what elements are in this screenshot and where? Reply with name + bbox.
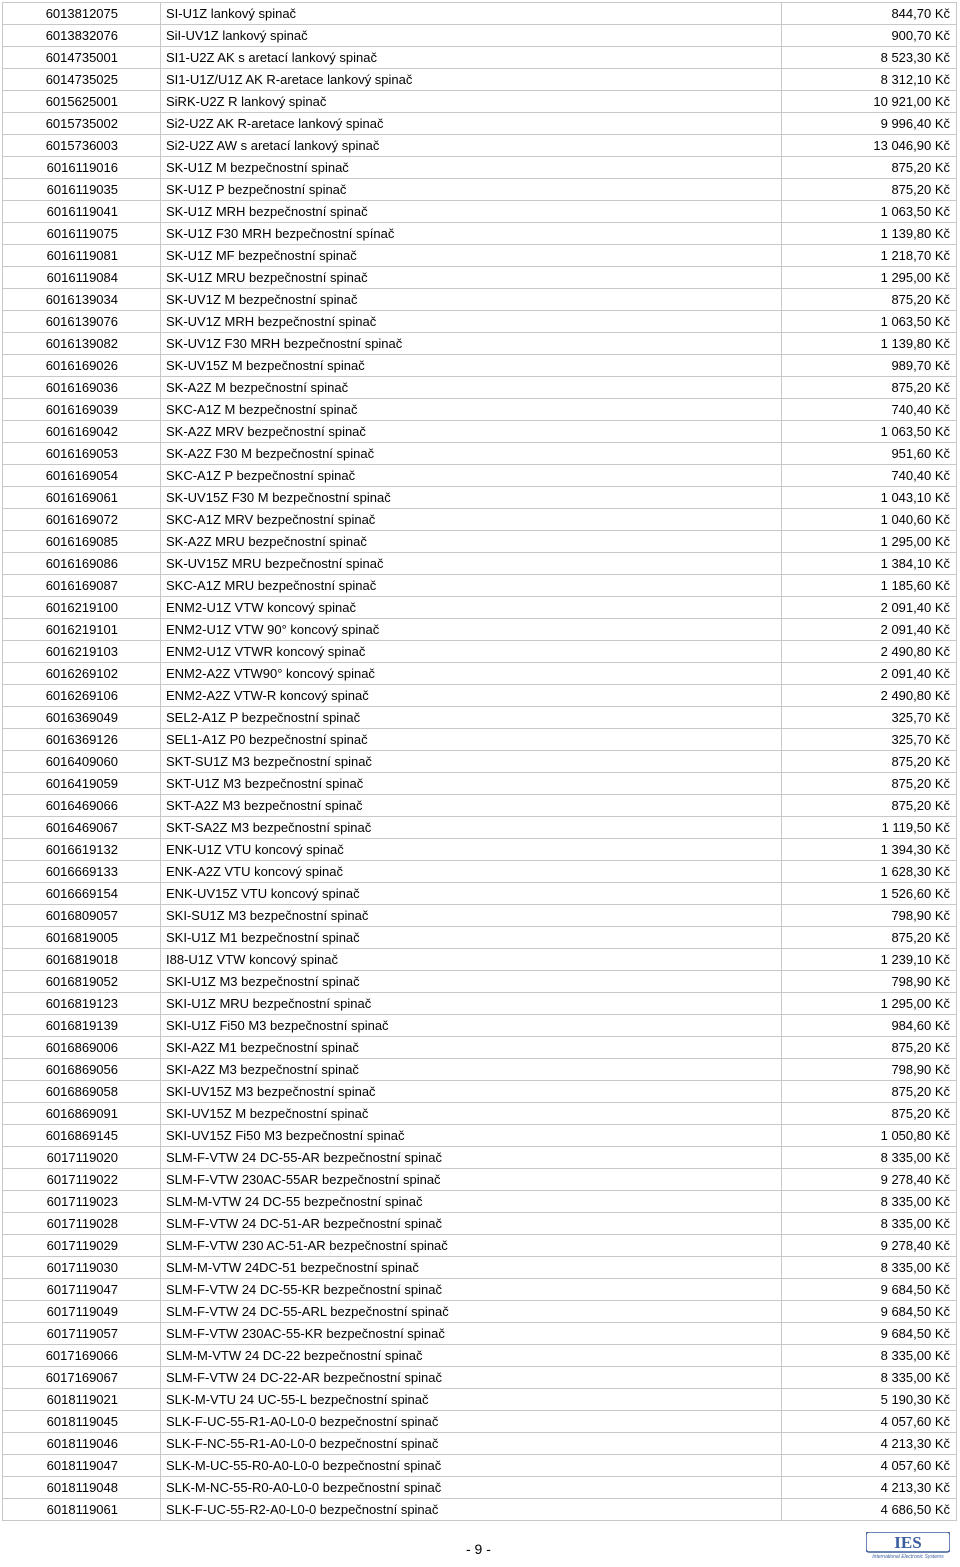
ies-logo-subtext: International Electronic Systems: [872, 1554, 944, 1560]
product-code-cell: 6017119022: [3, 1169, 161, 1191]
product-name-cell: ENK-U1Z VTU koncový spinač: [161, 839, 782, 861]
price-cell: 1 050,80 Kč: [782, 1125, 957, 1147]
product-name-cell: ENM2-A2Z VTW90° koncový spinač: [161, 663, 782, 685]
table-row: [3, 135, 957, 157]
product-name-cell: SKT-SU1Z M3 bezpečnostní spinač: [161, 751, 782, 773]
price-cell: 989,70 Kč: [782, 355, 957, 377]
product-name-cell: SiI-UV1Z lankový spinač: [161, 25, 782, 47]
product-name-cell: ENK-UV15Z VTU koncový spinač: [161, 883, 782, 905]
product-code-cell: 6016369126: [3, 729, 161, 751]
product-code-cell: 6017169067: [3, 1367, 161, 1389]
product-name-cell: SKI-UV15Z M bezpečnostní spinač: [161, 1103, 782, 1125]
product-name-cell: SLM-F-VTW 24 DC-55-AR bezpečnostní spinač: [161, 1147, 782, 1169]
price-table: [2, 2, 957, 1521]
price-cell: 4 057,60 Kč: [782, 1455, 957, 1477]
product-code-cell: 6016119075: [3, 223, 161, 245]
product-code-cell: 6016169072: [3, 509, 161, 531]
price-cell: 1 185,60 Kč: [782, 575, 957, 597]
product-name-cell: SK-U1Z MRU bezpečnostní spinač: [161, 267, 782, 289]
product-name-cell: SK-A2Z MRU bezpečnostní spinač: [161, 531, 782, 553]
table-row: [3, 1345, 957, 1367]
product-code-cell: 6017119047: [3, 1279, 161, 1301]
product-code-cell: 6016469067: [3, 817, 161, 839]
product-code-cell: 6018119047: [3, 1455, 161, 1477]
price-cell: 9 996,40 Kč: [782, 113, 957, 135]
product-code-cell: 6018119021: [3, 1389, 161, 1411]
price-cell: 875,20 Kč: [782, 773, 957, 795]
price-cell: 1 119,50 Kč: [782, 817, 957, 839]
table-row: [3, 883, 957, 905]
table-row: [3, 641, 957, 663]
table-row: [3, 597, 957, 619]
table-row: [3, 817, 957, 839]
table-row: [3, 1059, 957, 1081]
price-cell: 1 295,00 Kč: [782, 531, 957, 553]
table-row: [3, 1279, 957, 1301]
product-name-cell: SLK-M-UC-55-R0-A0-L0-0 bezpečnostní spinač: [161, 1455, 782, 1477]
table-row: [3, 1411, 957, 1433]
product-code-cell: 6015736003: [3, 135, 161, 157]
table-row: [3, 289, 957, 311]
product-name-cell: SKC-A1Z P bezpečnostní spinač: [161, 465, 782, 487]
price-cell: 740,40 Kč: [782, 465, 957, 487]
product-code-cell: 6016169042: [3, 421, 161, 443]
table-row: [3, 25, 957, 47]
product-code-cell: 6015625001: [3, 91, 161, 113]
product-code-cell: 6016119016: [3, 157, 161, 179]
product-name-cell: I88-U1Z VTW koncový spinač: [161, 949, 782, 971]
product-name-cell: SI1-U2Z AK s aretací lankový spinač: [161, 47, 782, 69]
table-row: [3, 333, 957, 355]
price-cell: 2 091,40 Kč: [782, 619, 957, 641]
price-cell: 1 040,60 Kč: [782, 509, 957, 531]
price-cell: 1 139,80 Kč: [782, 333, 957, 355]
price-cell: 8 335,00 Kč: [782, 1191, 957, 1213]
table-row: [3, 993, 957, 1015]
price-cell: 900,70 Kč: [782, 25, 957, 47]
price-cell: 875,20 Kč: [782, 377, 957, 399]
product-name-cell: ENM2-U1Z VTW 90° koncový spinač: [161, 619, 782, 641]
product-code-cell: 6016819052: [3, 971, 161, 993]
product-name-cell: SEL2-A1Z P bezpečnostní spinač: [161, 707, 782, 729]
price-cell: 325,70 Kč: [782, 729, 957, 751]
table-row: [3, 1257, 957, 1279]
product-code-cell: 6016169036: [3, 377, 161, 399]
product-name-cell: SLM-F-VTW 230AC-55AR bezpečnostní spinač: [161, 1169, 782, 1191]
product-name-cell: SK-U1Z M bezpečnostní spinač: [161, 157, 782, 179]
table-row: [3, 3, 957, 25]
product-code-cell: 6016169026: [3, 355, 161, 377]
product-code-cell: 6013832076: [3, 25, 161, 47]
product-name-cell: SLM-F-VTW 24 DC-55-KR bezpečnostní spinač: [161, 1279, 782, 1301]
table-row: [3, 1147, 957, 1169]
product-code-cell: 6016869058: [3, 1081, 161, 1103]
table-row: [3, 839, 957, 861]
product-code-cell: 6018119048: [3, 1477, 161, 1499]
product-name-cell: SLK-F-NC-55-R1-A0-L0-0 bezpečnostní spinač: [161, 1433, 782, 1455]
table-row: [3, 971, 957, 993]
table-row: [3, 487, 957, 509]
product-name-cell: ENM2-U1Z VTW koncový spinač: [161, 597, 782, 619]
product-code-cell: 6016269102: [3, 663, 161, 685]
table-row: [3, 1037, 957, 1059]
price-cell: 5 190,30 Kč: [782, 1389, 957, 1411]
product-name-cell: SKC-A1Z MRV bezpečnostní spinač: [161, 509, 782, 531]
product-code-cell: 6018119061: [3, 1499, 161, 1521]
price-cell: 1 394,30 Kč: [782, 839, 957, 861]
product-name-cell: SK-A2Z F30 M bezpečnostní spinač: [161, 443, 782, 465]
product-name-cell: SKT-A2Z M3 bezpečnostní spinač: [161, 795, 782, 817]
table-row: [3, 113, 957, 135]
product-name-cell: SLM-F-VTW 230 AC-51-AR bezpečnostní spinač: [161, 1235, 782, 1257]
table-row: [3, 685, 957, 707]
page-number: - 9 -: [466, 1541, 491, 1557]
table-row: [3, 795, 957, 817]
product-name-cell: SKI-SU1Z M3 bezpečnostní spinač: [161, 905, 782, 927]
product-code-cell: 6014735025: [3, 69, 161, 91]
price-cell: 1 295,00 Kč: [782, 267, 957, 289]
product-code-cell: 6016139034: [3, 289, 161, 311]
price-cell: 4 213,30 Kč: [782, 1433, 957, 1455]
product-name-cell: SLM-M-VTW 24 DC-22 bezpečnostní spinač: [161, 1345, 782, 1367]
table-row: [3, 905, 957, 927]
table-row: [3, 927, 957, 949]
price-cell: 8 335,00 Kč: [782, 1213, 957, 1235]
price-cell: 9 684,50 Kč: [782, 1323, 957, 1345]
product-code-cell: 6016819139: [3, 1015, 161, 1037]
table-row: [3, 1367, 957, 1389]
table-row: [3, 619, 957, 641]
table-row: [3, 509, 957, 531]
product-code-cell: 6013812075: [3, 3, 161, 25]
product-code-cell: 6016219101: [3, 619, 161, 641]
product-code-cell: 6016869006: [3, 1037, 161, 1059]
price-cell: 8 335,00 Kč: [782, 1345, 957, 1367]
product-name-cell: SI1-U1Z/U1Z AK R-aretace lankový spinač: [161, 69, 782, 91]
product-name-cell: ENM2-U1Z VTWR koncový spinač: [161, 641, 782, 663]
price-cell: 875,20 Kč: [782, 751, 957, 773]
price-cell: 8 335,00 Kč: [782, 1367, 957, 1389]
product-name-cell: SKI-A2Z M1 bezpečnostní spinač: [161, 1037, 782, 1059]
table-row: [3, 1301, 957, 1323]
product-name-cell: SKI-UV15Z M3 bezpečnostní spinač: [161, 1081, 782, 1103]
price-cell: 4 057,60 Kč: [782, 1411, 957, 1433]
price-cell: 951,60 Kč: [782, 443, 957, 465]
product-name-cell: SK-A2Z M bezpečnostní spinač: [161, 377, 782, 399]
price-cell: 4 686,50 Kč: [782, 1499, 957, 1521]
table-row: [3, 465, 957, 487]
product-code-cell: 6016219100: [3, 597, 161, 619]
table-row: [3, 1477, 957, 1499]
price-cell: 875,20 Kč: [782, 1037, 957, 1059]
price-cell: 844,70 Kč: [782, 3, 957, 25]
product-code-cell: 6017119023: [3, 1191, 161, 1213]
table-row: [3, 267, 957, 289]
table-row: [3, 553, 957, 575]
price-cell: 1 063,50 Kč: [782, 311, 957, 333]
product-name-cell: SEL1-A1Z P0 bezpečnostní spinač: [161, 729, 782, 751]
product-code-cell: 6016169061: [3, 487, 161, 509]
table-row: [3, 179, 957, 201]
price-cell: 1 218,70 Kč: [782, 245, 957, 267]
table-row: [3, 1499, 957, 1521]
product-name-cell: SLK-M-VTU 24 UC-55-L bezpečnostní spinač: [161, 1389, 782, 1411]
product-name-cell: SLK-F-UC-55-R2-A0-L0-0 bezpečnostní spinač: [161, 1499, 782, 1521]
price-cell: 8 312,10 Kč: [782, 69, 957, 91]
product-name-cell: SK-U1Z MRH bezpečnostní spinač: [161, 201, 782, 223]
product-code-cell: 6016139082: [3, 333, 161, 355]
product-code-cell: 6016669133: [3, 861, 161, 883]
price-cell: 875,20 Kč: [782, 157, 957, 179]
table-row: [3, 575, 957, 597]
table-row: [3, 157, 957, 179]
product-code-cell: 6017119030: [3, 1257, 161, 1279]
product-name-cell: SLM-M-VTW 24DC-51 bezpečnostní spinač: [161, 1257, 782, 1279]
product-code-cell: 6017169066: [3, 1345, 161, 1367]
product-code-cell: 6016119081: [3, 245, 161, 267]
price-cell: 875,20 Kč: [782, 1103, 957, 1125]
table-row: [3, 399, 957, 421]
product-code-cell: 6016819005: [3, 927, 161, 949]
product-name-cell: SK-A2Z MRV bezpečnostní spinač: [161, 421, 782, 443]
ies-logo-graphic: [866, 1532, 950, 1560]
table-row: [3, 1213, 957, 1235]
product-name-cell: SK-UV15Z F30 M bezpečnostní spinač: [161, 487, 782, 509]
product-name-cell: ENM2-A2Z VTW-R koncový spinač: [161, 685, 782, 707]
price-cell: 2 091,40 Kč: [782, 597, 957, 619]
product-name-cell: SKI-U1Z M1 bezpečnostní spinač: [161, 927, 782, 949]
table-row: [3, 949, 957, 971]
table-row: [3, 707, 957, 729]
table-row: [3, 751, 957, 773]
table-row: [3, 531, 957, 553]
product-code-cell: 6018119046: [3, 1433, 161, 1455]
product-name-cell: ENK-A2Z VTU koncový spinač: [161, 861, 782, 883]
product-code-cell: 6016169053: [3, 443, 161, 465]
price-cell: 1 239,10 Kč: [782, 949, 957, 971]
table-row: [3, 355, 957, 377]
table-row: [3, 91, 957, 113]
product-code-cell: 6016869056: [3, 1059, 161, 1081]
price-cell: 2 091,40 Kč: [782, 663, 957, 685]
table-row: [3, 223, 957, 245]
product-code-cell: 6016169087: [3, 575, 161, 597]
product-code-cell: 6016219103: [3, 641, 161, 663]
product-name-cell: SLM-F-VTW 24 DC-51-AR bezpečnostní spinač: [161, 1213, 782, 1235]
price-cell: 1 526,60 Kč: [782, 883, 957, 905]
product-name-cell: SK-U1Z F30 MRH bezpečnostní spínač: [161, 223, 782, 245]
product-code-cell: 6017119049: [3, 1301, 161, 1323]
price-cell: 1 043,10 Kč: [782, 487, 957, 509]
product-code-cell: 6016169086: [3, 553, 161, 575]
price-cell: 9 684,50 Kč: [782, 1301, 957, 1323]
table-row: [3, 1015, 957, 1037]
product-name-cell: SK-UV1Z F30 MRH bezpečnostní spinač: [161, 333, 782, 355]
price-cell: 1 628,30 Kč: [782, 861, 957, 883]
product-name-cell: SK-U1Z P bezpečnostní spinač: [161, 179, 782, 201]
price-cell: 2 490,80 Kč: [782, 685, 957, 707]
product-name-cell: Si2-U2Z AK R-aretace lankový spinač: [161, 113, 782, 135]
price-cell: 10 921,00 Kč: [782, 91, 957, 113]
product-code-cell: 6016669154: [3, 883, 161, 905]
table-row: [3, 663, 957, 685]
price-cell: 9 684,50 Kč: [782, 1279, 957, 1301]
product-name-cell: SKI-A2Z M3 bezpečnostní spinač: [161, 1059, 782, 1081]
table-row: [3, 201, 957, 223]
price-cell: 4 213,30 Kč: [782, 1477, 957, 1499]
ies-logo: [866, 1532, 950, 1560]
product-code-cell: 6016119035: [3, 179, 161, 201]
table-row: [3, 443, 957, 465]
price-cell: 13 046,90 Kč: [782, 135, 957, 157]
price-cell: 875,20 Kč: [782, 289, 957, 311]
price-cell: 1 139,80 Kč: [782, 223, 957, 245]
product-code-cell: 6016119084: [3, 267, 161, 289]
product-name-cell: SKT-U1Z M3 bezpečnostní spinač: [161, 773, 782, 795]
price-cell: 1 384,10 Kč: [782, 553, 957, 575]
price-cell: 1 295,00 Kč: [782, 993, 957, 1015]
product-name-cell: SK-UV15Z M bezpečnostní spinač: [161, 355, 782, 377]
price-cell: 9 278,40 Kč: [782, 1169, 957, 1191]
price-cell: 8 335,00 Kč: [782, 1147, 957, 1169]
product-name-cell: SK-UV1Z MRH bezpečnostní spinač: [161, 311, 782, 333]
price-cell: 9 278,40 Kč: [782, 1235, 957, 1257]
price-cell: 875,20 Kč: [782, 795, 957, 817]
product-name-cell: SKI-U1Z Fi50 M3 bezpečnostní spinač: [161, 1015, 782, 1037]
product-code-cell: 6016619132: [3, 839, 161, 861]
product-name-cell: SLM-M-VTW 24 DC-55 bezpečnostní spinač: [161, 1191, 782, 1213]
price-cell: 325,70 Kč: [782, 707, 957, 729]
price-cell: 875,20 Kč: [782, 927, 957, 949]
table-row: [3, 1125, 957, 1147]
product-name-cell: SK-UV15Z MRU bezpečnostní spinač: [161, 553, 782, 575]
product-name-cell: SI-U1Z lankový spinač: [161, 3, 782, 25]
product-name-cell: SKI-U1Z MRU bezpečnostní spinač: [161, 993, 782, 1015]
price-table-body: [3, 3, 957, 1521]
table-row: [3, 773, 957, 795]
product-code-cell: 6016419059: [3, 773, 161, 795]
product-name-cell: SKC-A1Z M bezpečnostní spinač: [161, 399, 782, 421]
product-code-cell: 6017119020: [3, 1147, 161, 1169]
price-cell: 875,20 Kč: [782, 1081, 957, 1103]
table-row: [3, 311, 957, 333]
product-code-cell: 6016869091: [3, 1103, 161, 1125]
product-name-cell: SKI-UV15Z Fi50 M3 bezpečnostní spinač: [161, 1125, 782, 1147]
price-cell: 2 490,80 Kč: [782, 641, 957, 663]
product-code-cell: 6017119029: [3, 1235, 161, 1257]
table-row: [3, 1235, 957, 1257]
product-name-cell: SLM-F-VTW 24 DC-22-AR bezpečnostní spinač: [161, 1367, 782, 1389]
table-row: [3, 1389, 957, 1411]
product-name-cell: SK-U1Z MF bezpečnostní spinač: [161, 245, 782, 267]
product-code-cell: 6016819018: [3, 949, 161, 971]
table-row: [3, 245, 957, 267]
table-row: [3, 1455, 957, 1477]
product-name-cell: SiRK-U2Z R lankový spinač: [161, 91, 782, 113]
table-row: [3, 1433, 957, 1455]
ies-logo-text: IES: [894, 1533, 922, 1552]
table-row: [3, 1323, 957, 1345]
product-name-cell: SKT-SA2Z M3 bezpečnostní spinač: [161, 817, 782, 839]
product-name-cell: SKI-U1Z M3 bezpečnostní spinač: [161, 971, 782, 993]
product-code-cell: 6016809057: [3, 905, 161, 927]
table-row: [3, 1103, 957, 1125]
table-row: [3, 861, 957, 883]
product-code-cell: 6018119045: [3, 1411, 161, 1433]
product-code-cell: 6016869145: [3, 1125, 161, 1147]
price-cell: 1 063,50 Kč: [782, 201, 957, 223]
product-code-cell: 6016369049: [3, 707, 161, 729]
price-cell: 798,90 Kč: [782, 1059, 957, 1081]
product-code-cell: 6016819123: [3, 993, 161, 1015]
price-cell: 8 335,00 Kč: [782, 1257, 957, 1279]
product-code-cell: 6016139076: [3, 311, 161, 333]
table-row: [3, 69, 957, 91]
product-code-cell: 6016469066: [3, 795, 161, 817]
product-code-cell: 6017119057: [3, 1323, 161, 1345]
product-code-cell: 6016169039: [3, 399, 161, 421]
product-code-cell: 6016169054: [3, 465, 161, 487]
product-code-cell: 6016409060: [3, 751, 161, 773]
price-cell: 1 063,50 Kč: [782, 421, 957, 443]
price-cell: 798,90 Kč: [782, 905, 957, 927]
table-row: [3, 47, 957, 69]
product-name-cell: SLK-M-NC-55-R0-A0-L0-0 bezpečnostní spinač: [161, 1477, 782, 1499]
table-row: [3, 421, 957, 443]
price-cell: 8 523,30 Kč: [782, 47, 957, 69]
price-cell: 984,60 Kč: [782, 1015, 957, 1037]
product-code-cell: 6016169085: [3, 531, 161, 553]
product-code-cell: 6016269106: [3, 685, 161, 707]
table-row: [3, 1169, 957, 1191]
table-row: [3, 729, 957, 751]
price-cell: 798,90 Kč: [782, 971, 957, 993]
table-row: [3, 1081, 957, 1103]
product-name-cell: SLK-F-UC-55-R1-A0-L0-0 bezpečnostní spinač: [161, 1411, 782, 1433]
table-row: [3, 377, 957, 399]
price-cell: 740,40 Kč: [782, 399, 957, 421]
table-row: [3, 1191, 957, 1213]
product-name-cell: SKC-A1Z MRU bezpečnostní spinač: [161, 575, 782, 597]
product-code-cell: 6014735001: [3, 47, 161, 69]
price-cell: 875,20 Kč: [782, 179, 957, 201]
product-name-cell: SLM-F-VTW 24 DC-55-ARL bezpečnostní spinač: [161, 1301, 782, 1323]
product-name-cell: SK-UV1Z M bezpečnostní spinač: [161, 289, 782, 311]
product-name-cell: Si2-U2Z AW s aretací lankový spinač: [161, 135, 782, 157]
product-code-cell: 6016119041: [3, 201, 161, 223]
product-code-cell: 6015735002: [3, 113, 161, 135]
product-name-cell: SLM-F-VTW 230AC-55-KR bezpečnostní spinač: [161, 1323, 782, 1345]
product-code-cell: 6017119028: [3, 1213, 161, 1235]
